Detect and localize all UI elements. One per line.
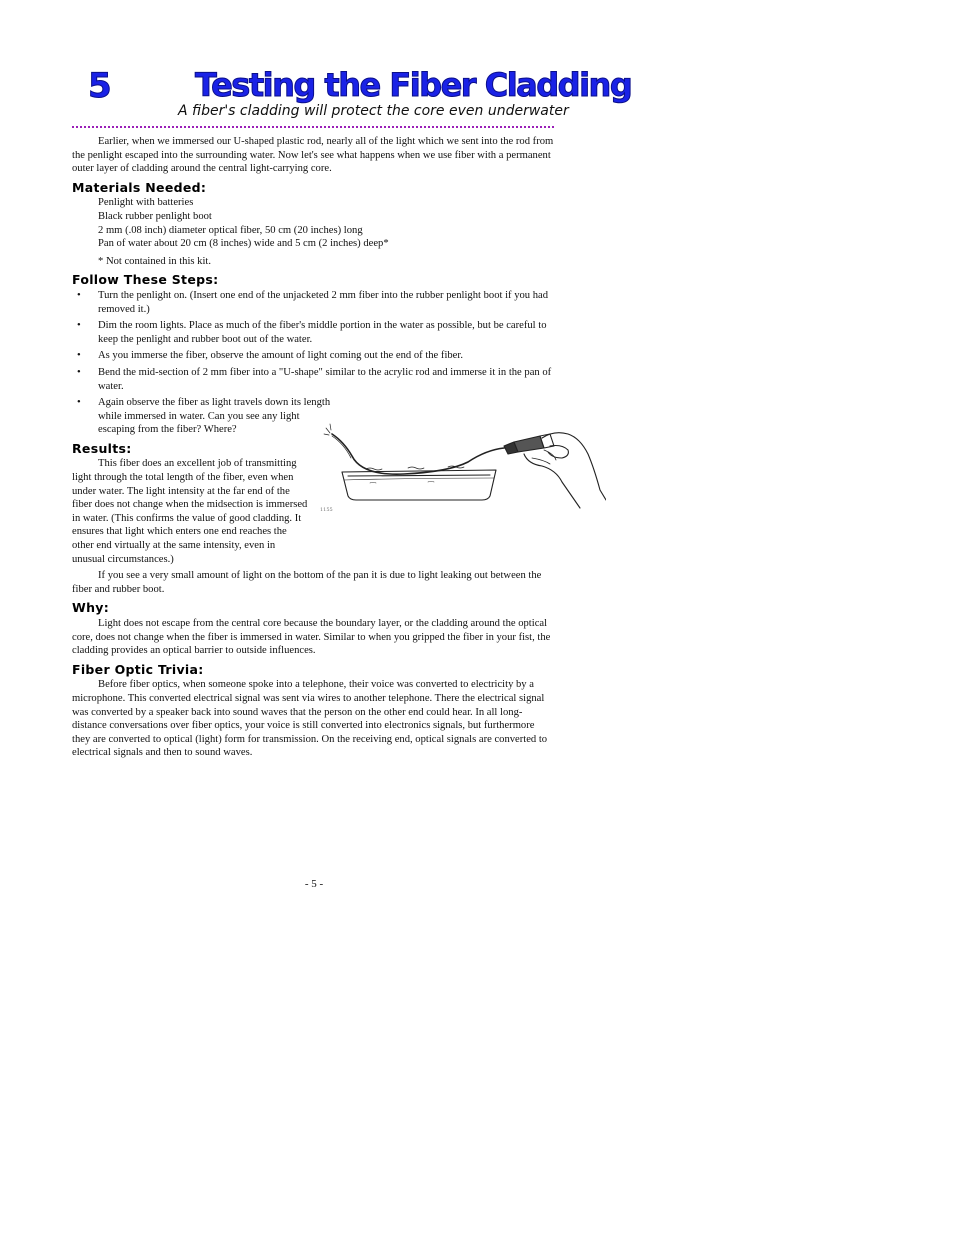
step-item [72,319,554,346]
materials-item: Penlight with batteries [98,197,194,209]
step-item [72,289,554,316]
bullet-icon: • [77,320,81,332]
materials-note: * Not contained in this kit. [98,255,211,267]
page-title: Testing the Fiber Cladding [195,66,632,104]
bullet-icon: • [77,397,81,409]
bullet-icon: • [77,366,81,378]
step-text: Turn the penlight on. (Insert one end of the unjacketed 2 mm fiber into the rubber penlight boot if you had removed it.) [98,289,549,315]
bullet-icon: • [77,289,81,301]
step-item [72,349,554,363]
chapter-number: 5 [88,66,111,106]
page-number: - 5 - [304,878,324,890]
why-heading: Why: [72,600,110,616]
results-paragraph: If you see a very small amount of light on the bottom of the pan it is due to light leaking out between the fiber and rubber boot. [72,570,542,595]
materials-item: 2 mm (.08 inch) diameter optical fiber, 50 cm (20 inches) long [98,224,363,236]
materials-heading: Materials Needed: [72,179,207,195]
materials-item: Pan of water about 20 cm (8 inches) wide and 5 cm (2 inches) deep* [98,238,389,250]
step-item [72,366,554,393]
figure-caption: 1155 [320,507,333,513]
step-item [72,396,334,437]
title-divider [72,126,554,128]
step-text: As you immerse the fiber, observe the amount of light coming out the end of the fiber. [98,350,463,362]
results-heading: Results: [72,440,132,456]
bullet-icon: • [77,350,81,362]
materials-list [98,196,554,250]
fiber-pan-illustration [318,420,606,520]
page-subtitle: A fiber's cladding will protect the core even underwater [178,103,569,119]
step-text: Dim the room lights. Place as much of the fiber's middle portion in the water as possible, but be careful to keep the penlight and rubber boot out of the water. [98,320,547,345]
materials-item: Black rubber penlight boot [98,210,212,222]
trivia-heading: Fiber Optic Trivia: [72,661,204,677]
why-paragraph: Light does not escape from the central core because the boundary layer, or the cladding around the optical core, does not change when the fiber is immersed in water. Similar to when you gripped the fiber in your fist, the cladding provides an optical barrier to outside influences. [72,618,551,657]
steps-heading: Follow These Steps: [72,272,219,288]
results-paragraph: This fiber does an excellent job of transmitting light through the total length of the fiber, even when under water. The light intensity at the far end of the fiber does not change when the midsection is immersed in water. (This confirms the value of good cladding. It ensures that light which enters one end reaches the other end virtually at the same intensity, even in unusual circumstances.) [72,457,554,566]
steps-list [72,289,554,437]
intro-paragraph: Earlier, when we immersed our U-shaped plastic rod, nearly all of the light which we sent into the rod from the penlight escaped into the surrounding water. Now let's see what happens when we use fiber with a permanent outer layer of cladding around the central light-carrying core. [72,136,554,175]
trivia-paragraph: Before fiber optics, when someone spoke into a telephone, their voice was converted to electricity by a microphone. This converted electrical signal was sent via wires to another telephone. There the electrical signal was converted by a speaker back into sound waves that the person on the other end could hear. In all long-distance conversations over fiber optics, your voice is still converted into electronics signals, but furthermore they are converted to optical (light) form for transmission. On the receiving end, optical signals are converted to electrical signals and then to sound waves. [72,679,548,759]
step-text: Again observe the fiber as light travels down its length while immersed in water. Can you see any light escaping from the fiber? Where? [98,397,331,436]
step-text: Bend the mid-section of 2 mm fiber into a "U-shape" similar to the acrylic rod and immerse it in the pan of water. [98,366,552,392]
